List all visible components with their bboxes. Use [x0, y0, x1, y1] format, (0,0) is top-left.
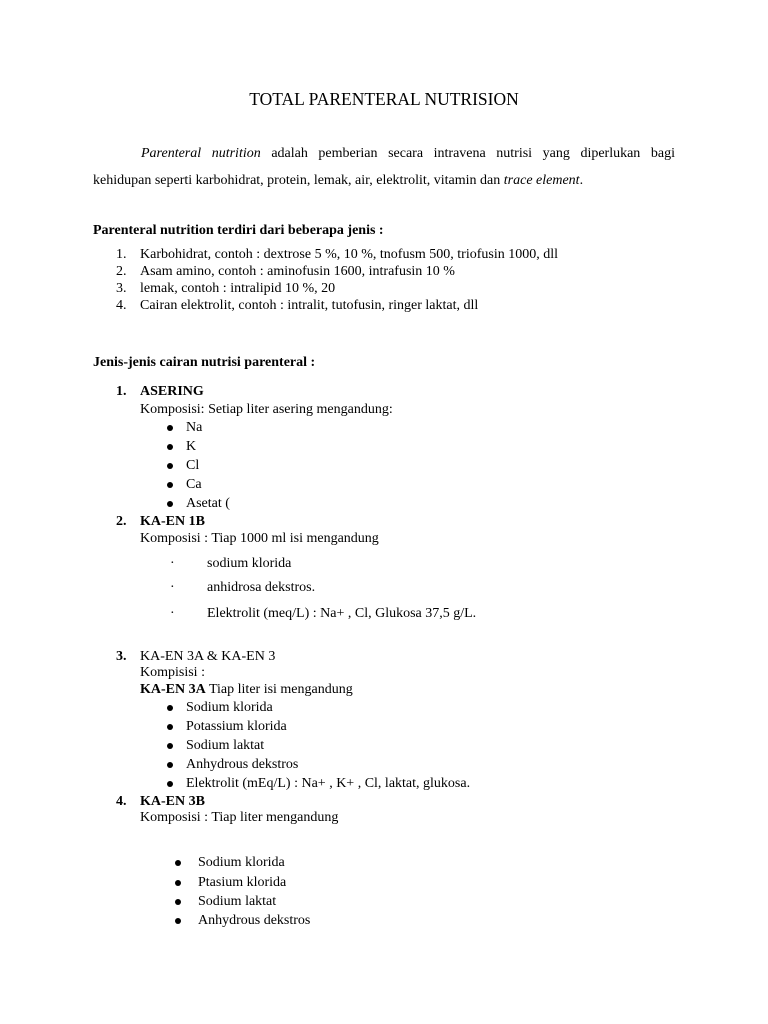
fluid-3-name: KA-EN 3A & KA-EN 3 [140, 649, 276, 664]
fluid-3-item-4: Anhydrous dekstros [186, 757, 299, 772]
bullet-icon [167, 482, 173, 488]
types-heading: Parenteral nutrition terdiri dari beberapa jenis : [93, 223, 384, 238]
types-item-4: Cairan elektrolit, contoh : intralit, tutofusin, ringer laktat, dll [140, 298, 479, 313]
bullet-icon [167, 463, 173, 469]
fluid-1-item-4: Ca [186, 477, 202, 492]
bullet-icon [167, 743, 173, 749]
fluid-3-sub-rest: Tiap liter isi mengandung [205, 682, 353, 697]
bullet-icon [167, 724, 173, 730]
types-num-1: 1. [116, 247, 127, 262]
fluid-1-item-5: Asetat ( [186, 496, 230, 511]
dot-marker-icon: · [170, 606, 175, 621]
fluid-3-composition: Kompisisi : [140, 665, 205, 680]
fluid-3-sub-bold: KA-EN 3A [140, 682, 206, 697]
fluid-2-item-2: anhidrosa dekstros. [207, 580, 316, 595]
fluid-3-item-2: Potassium klorida [186, 719, 287, 734]
fluid-3-item-1: Sodium klorida [186, 700, 273, 715]
fluid-2-composition: Komposisi : Tiap 1000 ml isi mengandung [140, 531, 379, 546]
fluid-2-item-1: sodium klorida [207, 556, 292, 571]
fluid-4-item-1: Sodium klorida [198, 855, 285, 870]
fluids-heading: Jenis-jenis cairan nutrisi parenteral : [93, 355, 316, 370]
types-item-2: Asam amino, contoh : aminofusin 1600, intrafusin 10 % [140, 264, 455, 279]
fluid-4-num: 4. [116, 794, 127, 809]
fluid-3-item-3: Sodium laktat [186, 738, 265, 753]
fluid-4-composition: Komposisi : Tiap liter mengandung [140, 810, 339, 825]
intro-line1-text: adalah pemberian secara intravena nutrisi yang diperlukan bagi [260, 146, 675, 161]
dot-marker-icon: · [170, 580, 175, 595]
bullet-icon [167, 425, 173, 431]
types-item-1: Karbohidrat, contoh : dextrose 5 %, 10 %, tnofusm 500, triofusin 1000, dll [140, 247, 558, 262]
intro-line2-text: kehidupan seperti karbohidrat, protein, lemak, air, elektrolit, vitamin dan [93, 173, 504, 188]
bullet-icon [167, 705, 173, 711]
bullet-icon [175, 918, 181, 924]
fluid-1-item-1: Na [186, 420, 203, 435]
fluid-1-item-3: Cl [186, 458, 200, 473]
fluid-2-num: 2. [116, 514, 127, 529]
page-title: TOTAL PARENTERAL NUTRISION [249, 89, 519, 109]
bullet-icon [175, 860, 181, 866]
intro-line-2 [93, 174, 583, 188]
bullet-icon [167, 781, 173, 787]
fluid-1-num: 1. [116, 384, 127, 399]
types-num-2: 2. [116, 264, 127, 279]
fluid-4-item-3: Sodium laktat [198, 894, 277, 909]
fluid-2-name: KA-EN 1B [140, 514, 205, 529]
bullet-icon [167, 501, 173, 507]
fluid-3-num: 3. [116, 649, 127, 664]
fluid-3-subheading [140, 683, 353, 697]
intro-line-1 [141, 147, 675, 161]
fluid-4-item-2: Ptasium klorida [198, 875, 287, 890]
intro-term: Parenteral nutrition [141, 146, 261, 161]
fluid-3-item-5: Elektrolit (mEq/L) : Na+ , K+ , Cl, laktat, glukosa. [186, 776, 471, 791]
fluid-1-item-2: K [186, 439, 197, 454]
bullet-icon [167, 762, 173, 768]
intro-term-2: trace element [503, 173, 580, 188]
types-num-3: 3. [116, 281, 127, 296]
bullet-icon [167, 444, 173, 450]
fluid-4-item-4: Anhydrous dekstros [198, 913, 311, 928]
dot-marker-icon: · [170, 556, 175, 571]
bullet-icon [175, 880, 181, 886]
types-item-3: lemak, contoh : intralipid 10 %, 20 [140, 281, 336, 296]
fluid-4-name: KA-EN 3B [140, 794, 205, 809]
intro-line2-end: . [579, 173, 584, 188]
types-num-4: 4. [116, 298, 127, 313]
fluid-1-composition: Komposisi: Setiap liter asering mengandung: [140, 402, 393, 417]
fluid-2-item-3: Elektrolit (meq/L) : Na+ , Cl, Glukosa 37,5 g/L. [207, 606, 477, 621]
fluid-1-name: ASERING [140, 384, 204, 399]
bullet-icon [175, 899, 181, 905]
